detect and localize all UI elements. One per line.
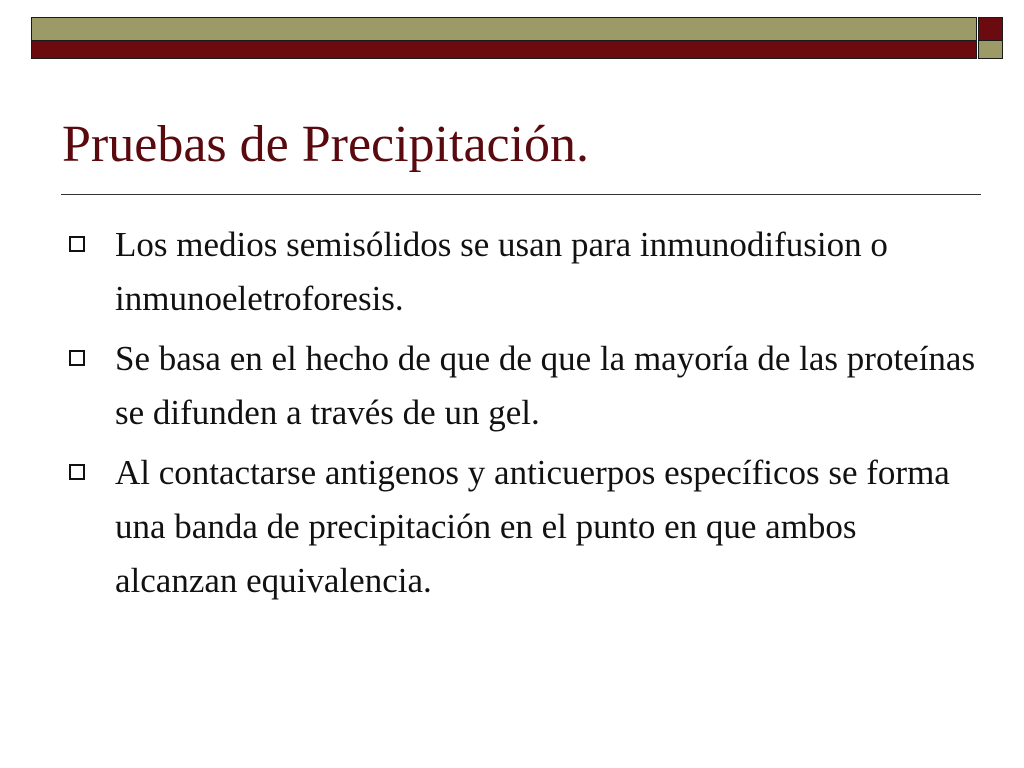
title-divider	[61, 194, 981, 195]
bullet-text: Los medios semisólidos se usan para inmunodifusion o inmunoeletroforesis.	[115, 225, 888, 318]
hollow-square-icon	[69, 236, 85, 252]
bullet-list	[60, 218, 980, 614]
bullet-text: Al contactarse antigenos y anticuerpos específicos se forma una banda de precipitación en el punto en que ambos alcanzan equivalencia.	[115, 453, 950, 600]
bullet-item	[60, 332, 980, 440]
bullet-item	[60, 446, 980, 608]
bullet-item	[60, 218, 980, 326]
slide-title: Pruebas de Precipitación.	[62, 116, 590, 173]
hollow-square-icon	[69, 350, 85, 366]
bullet-text: Se basa en el hecho de que de que la mayoría de las proteínas se difunden a través de un gel.	[115, 339, 976, 432]
corner-square-maroon	[978, 17, 1003, 41]
header-bar-maroon	[31, 40, 977, 59]
hollow-square-icon	[69, 464, 85, 480]
header-bar-olive	[31, 17, 977, 41]
corner-square-olive	[978, 40, 1003, 59]
